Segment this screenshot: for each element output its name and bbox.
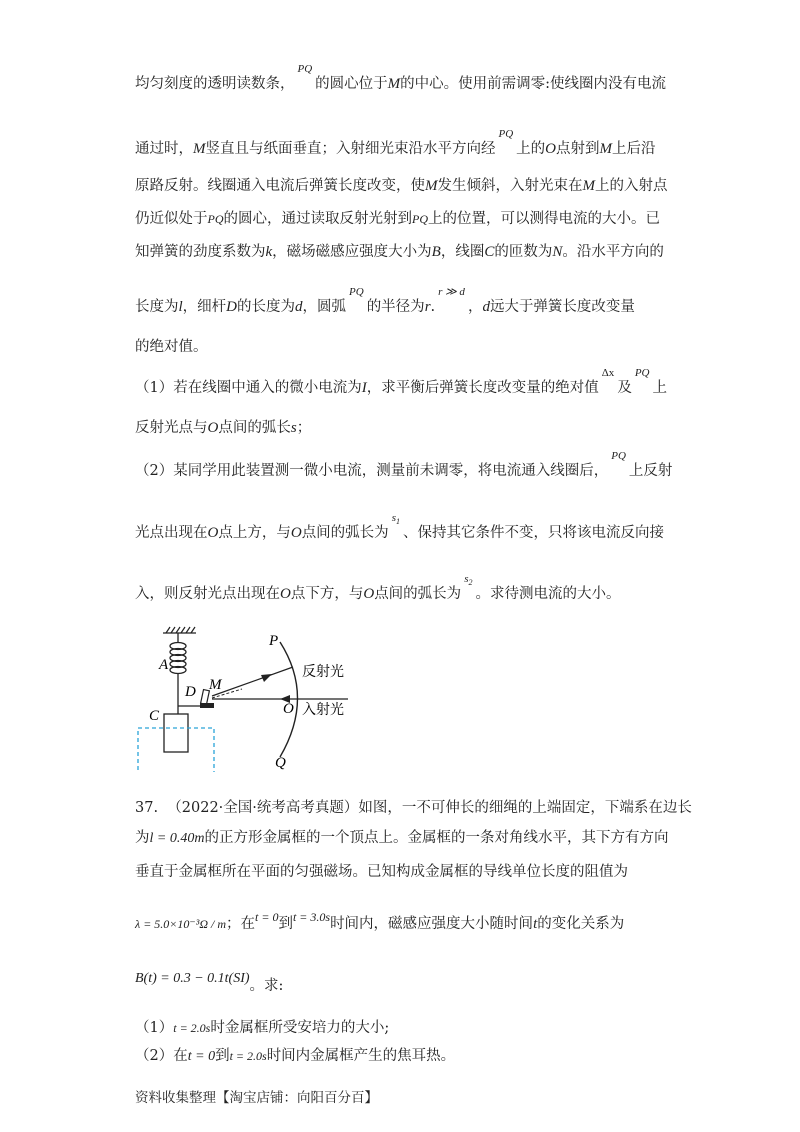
- text: 的圆心，通过读取反射光射到: [223, 211, 412, 227]
- math-s1: [391, 512, 400, 527]
- text-line: [135, 242, 664, 262]
- text: 发生倾斜，入射光束在: [437, 178, 583, 194]
- question-2-line: [135, 573, 621, 609]
- text: 的圆心位于: [315, 76, 388, 92]
- text: 均匀刻度的透明读数条，: [135, 76, 295, 92]
- text: 光点出现在: [135, 525, 208, 541]
- var-s: s: [464, 573, 469, 585]
- text: ，磁场磁感应强度大小为: [272, 244, 432, 260]
- text: （1）: [135, 1020, 174, 1036]
- var-m: M: [582, 178, 595, 194]
- physics-diagram: [130, 622, 370, 772]
- var-d-upper: D: [226, 299, 238, 315]
- text: 原路反射。线圈通入电流后弹簧长度改变，使: [135, 178, 425, 194]
- label-p: P: [269, 633, 279, 649]
- math-t2: t = 2.0s: [229, 1049, 267, 1063]
- label-reflected-light: 反射光: [302, 664, 344, 680]
- text: 到: [215, 1048, 230, 1064]
- text: 。求待测电流的大小。: [475, 586, 621, 602]
- text: 的变化关系为: [537, 916, 625, 932]
- math-bt: B(t) = 0.3 − 0.1t(SI): [135, 971, 250, 986]
- var-b: B: [431, 244, 441, 260]
- var-s: s: [290, 420, 297, 436]
- math-pq: PQ: [611, 450, 626, 462]
- var-o: O: [363, 586, 375, 602]
- math-delta-x: Δx: [601, 367, 615, 379]
- text: 时间内金属框产生的焦耳热。: [266, 1048, 456, 1064]
- text: 为: [135, 830, 150, 846]
- text-line: [135, 63, 667, 95]
- text: 上的: [516, 141, 546, 157]
- math-t0: t = 0: [187, 1049, 216, 1064]
- text: 远大于弹簧长度改变量: [489, 299, 635, 315]
- text: ，细杆: [182, 299, 227, 315]
- text: 的绝对值。: [135, 339, 208, 355]
- math-t2: t = 2.0s: [173, 1021, 211, 1035]
- text-line: 长度为l，细杆D的长度为d，圆弧$^{PQ}$的半径为r.$^{r ≫ d}$，d远大于弹簧长度改变量: [135, 286, 635, 315]
- math-pq: PQ: [297, 63, 313, 75]
- text: 知弹簧的劲度系数为: [135, 244, 266, 260]
- text: （1）若在线圈中通入的微小电流为: [135, 380, 362, 396]
- label-c: C: [149, 708, 160, 724]
- text: 的匝数为: [494, 244, 553, 260]
- label-o: O: [283, 701, 294, 717]
- math-l: l = 0.40m: [149, 831, 205, 846]
- text: ，圆弧: [302, 299, 347, 315]
- var-s: s: [391, 512, 396, 524]
- text: （2）某同学用此装置测一微小电流，测量前未调零，将电流通入线圈后，: [135, 463, 609, 479]
- text: 点间的弧长: [218, 420, 291, 436]
- var-c: C: [484, 244, 495, 260]
- text: 上的入射点: [595, 178, 668, 194]
- text: 点间的弧长为: [301, 525, 389, 541]
- var-r: r: [424, 299, 431, 315]
- var-o: O: [290, 525, 302, 541]
- var-m: M: [193, 141, 206, 157]
- diagram-svg: [130, 622, 370, 772]
- text: （2022·全国·统考高考真题）如图，一不可伸长的细绳的上端固定，下端系在边长: [167, 800, 692, 816]
- text: 上: [652, 380, 667, 396]
- var-d: d: [295, 299, 303, 315]
- var-o: O: [280, 586, 291, 602]
- text: 的正方形金属框的一个顶点上。金属框的一条对角线水平，其下方有方向: [204, 830, 669, 846]
- var-m: M: [387, 76, 401, 92]
- math-r-gg-d: r ≫ d: [438, 286, 465, 298]
- text: 垂直于金属框所在平面的匀强磁场。已知构成金属框的导线单位长度的阻值为: [135, 864, 628, 880]
- text: 的长度为: [237, 299, 296, 315]
- text: 点射到: [556, 141, 600, 157]
- text: 。沿水平方向的: [562, 244, 664, 260]
- text: （2）在: [135, 1048, 188, 1064]
- text: ，求平衡后弹簧长度改变量的绝对值: [366, 380, 599, 396]
- text: 仍近似处于: [135, 211, 208, 227]
- text-line: [135, 209, 660, 229]
- text: 点间的弧长为: [374, 586, 462, 602]
- text: 上后沿: [612, 141, 656, 157]
- text: 通过时，: [135, 141, 193, 157]
- var-o: O: [207, 525, 219, 541]
- label-m: M: [209, 677, 222, 693]
- var-k: k: [265, 244, 273, 260]
- mirror-base: [200, 703, 214, 708]
- reflected-ray: [212, 667, 293, 696]
- text-line: [135, 128, 656, 160]
- var-m: M: [425, 178, 438, 194]
- text: ；在: [226, 916, 256, 932]
- math-pq: PQ: [498, 128, 514, 140]
- text: ，线圈: [440, 244, 485, 260]
- reflected-arrow-icon: [261, 674, 272, 682]
- problem-37-q2: [135, 1046, 455, 1067]
- var-o: O: [207, 420, 219, 436]
- var-o: O: [545, 141, 557, 157]
- text: 。求:: [249, 978, 284, 994]
- text: 反射光点与: [135, 420, 208, 436]
- ceiling-hatch: [163, 627, 196, 633]
- problem-37-line: [135, 828, 668, 849]
- text: 及: [617, 380, 632, 396]
- text: ，: [467, 299, 483, 315]
- text: 到: [278, 916, 293, 932]
- text: 入，则反射光点出现在: [135, 586, 280, 602]
- text: 点上方，与: [218, 525, 291, 541]
- text: 长度为: [135, 299, 179, 315]
- var-i: I: [361, 380, 367, 396]
- math-pq: PQ: [412, 212, 428, 226]
- text: 时间内，磁感应强度大小随时间: [330, 916, 534, 932]
- text: 竖直且与纸面垂直；入射细光束沿水平方向经: [205, 141, 496, 157]
- label-incident-light: 入射光: [302, 702, 344, 718]
- text-line: [135, 337, 208, 357]
- text: 、保持其它条件不变，只将该电流反向接: [402, 525, 664, 541]
- problem-37-line: [135, 798, 692, 818]
- label-d: D: [185, 684, 196, 700]
- math-pq: PQ: [349, 286, 364, 298]
- math-s2: [464, 573, 473, 588]
- text: 的半径为: [366, 299, 425, 315]
- var-m: M: [599, 141, 613, 157]
- text: 上反射: [628, 463, 673, 479]
- problem-37-line: [135, 910, 625, 934]
- math-t3: t = 3.0s: [292, 910, 331, 924]
- question-1-line: [135, 418, 311, 438]
- text: 的中心。使用前需调零:使线圈内没有电流: [400, 76, 667, 92]
- problem-37-q1: [135, 1018, 389, 1038]
- text: 点下方，与: [290, 586, 364, 602]
- var-d: d: [482, 299, 490, 315]
- math-pq: PQ: [207, 212, 224, 226]
- math-lambda: λ = 5.0×10⁻³Ω / m: [135, 917, 227, 931]
- math-pq: PQ: [634, 367, 650, 379]
- label-q: Q: [275, 755, 286, 771]
- text: 时金属框所受安培力的大小;: [210, 1020, 390, 1036]
- question-2-line: [135, 512, 664, 548]
- var-l: l: [178, 299, 183, 315]
- var-n: N: [552, 244, 563, 260]
- text: 上的位置，可以测得电流的大小。已: [428, 211, 660, 227]
- problem-number: 37.: [135, 800, 159, 816]
- math-t0: t = 0: [255, 910, 279, 924]
- problem-37-line: [135, 862, 628, 882]
- var-t: t: [533, 916, 538, 932]
- subscript: 2: [468, 578, 473, 588]
- footer-text: 资料收集整理【淘宝店铺：向阳百分百】: [135, 1090, 378, 1106]
- question-2-line: [135, 450, 673, 482]
- spring-a: [170, 633, 186, 714]
- problem-37-line: [135, 971, 284, 997]
- text-line: [135, 176, 668, 196]
- text: ；: [296, 420, 312, 436]
- label-a: A: [159, 657, 169, 673]
- subscript: 1: [395, 517, 400, 527]
- coil-c: [164, 714, 188, 752]
